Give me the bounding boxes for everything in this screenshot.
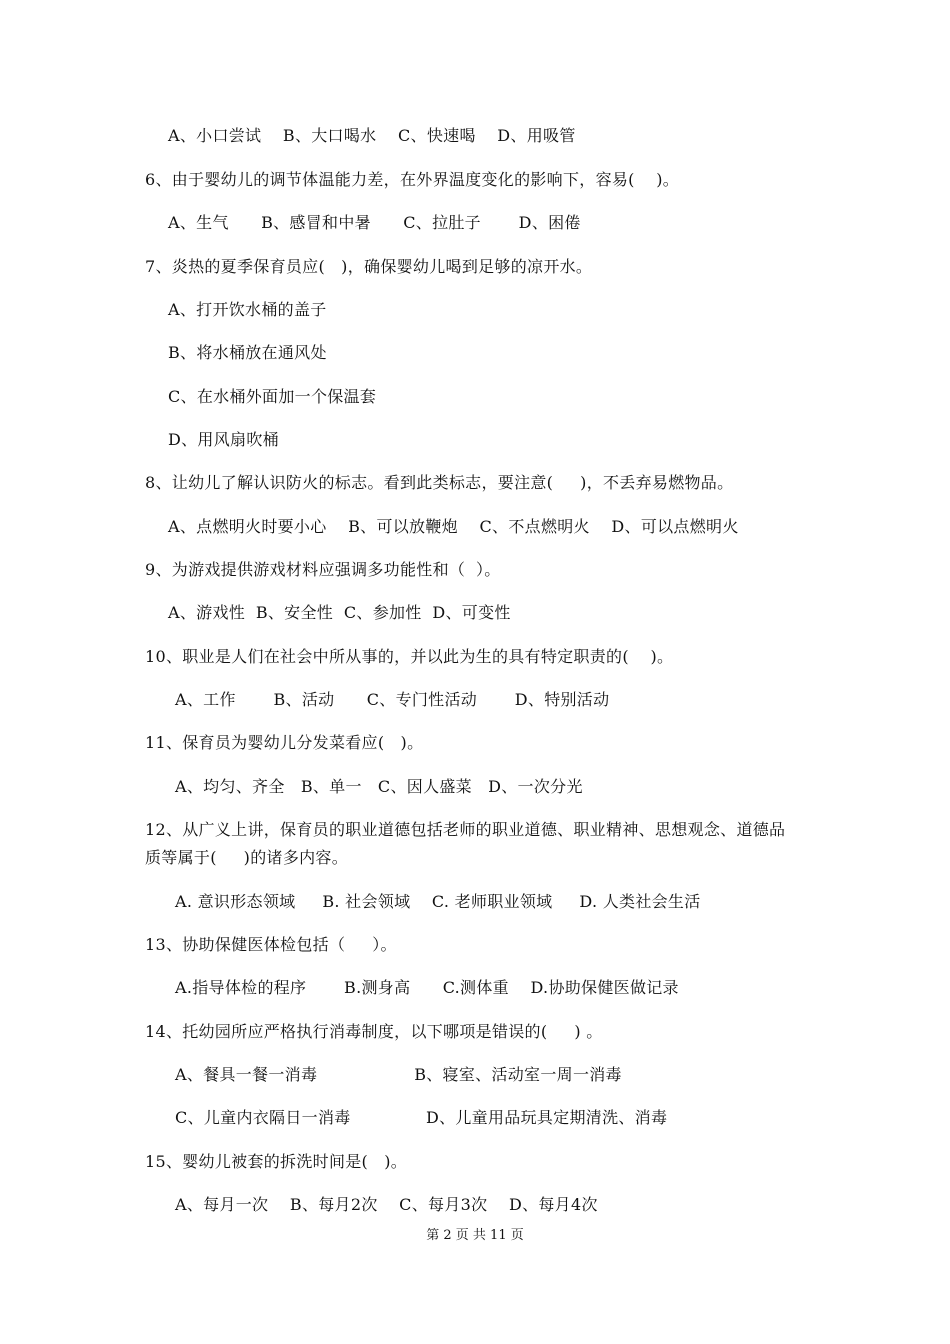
- q12-options: A. 意识形态领域 B. 社会领域 C. 老师职业领域 D. 人类社会生活: [175, 892, 701, 911]
- q10-stem: 10、职业是人们在社会中所从事的，并以此为生的具有特定职责的( )。: [145, 647, 674, 666]
- q9-stem: 9、为游戏提供游戏材料应强调多功能性和（ ）。: [145, 560, 501, 579]
- q6-options: A、生气 B、感冒和中暑 C、拉肚子 D、困倦: [168, 213, 581, 232]
- q14-options-row1: A、餐具一餐一消毒 B、寝室、活动室一周一消毒: [175, 1065, 622, 1084]
- q15-stem: 15、婴幼儿被套的拆洗时间是( )。: [145, 1152, 408, 1171]
- q8-stem: 8、让幼儿了解认识防火的标志。看到此类标志，要注意( )，不丢弃易燃物品。: [145, 473, 734, 492]
- q14-options-row2: C、儿童内衣隔日一消毒 D、儿童用品玩具定期清洗、消毒: [175, 1108, 668, 1127]
- q7-option-d: D、用风扇吹桶: [168, 430, 279, 449]
- q12-stem-line2: 质等属于( )的诸多内容。: [145, 848, 349, 867]
- q13-options: A.指导体检的程序 B.测身高 C.测体重 D.协助保健医做记录: [175, 978, 679, 997]
- q6-stem: 6、由于婴幼儿的调节体温能力差，在外界温度变化的影响下，容易( )。: [145, 170, 680, 189]
- q7-option-c: C、在水桶外面加一个保温套: [168, 387, 377, 406]
- q11-stem: 11、保育员为婴幼儿分发菜看应( )。: [145, 733, 424, 752]
- q9-options: A、游戏性 B、安全性 C、参加性 D、可变性: [168, 603, 511, 622]
- q8-options: A、点燃明火时要小心 B、可以放鞭炮 C、不点燃明火 D、可以点燃明火: [168, 517, 739, 536]
- q15-options: A、每月一次 B、每月2次 C、每月3次 D、每月4次: [175, 1195, 598, 1214]
- page-footer: 第 2 页 共 11 页: [426, 1228, 524, 1243]
- q12-stem-line1: 12、从广义上讲，保育员的职业道德包括老师的职业道德、职业精神、思想观念、道德品: [145, 820, 786, 839]
- q14-stem: 14、托幼园所应严格执行消毒制度，以下哪项是错误的( ) 。: [145, 1022, 603, 1041]
- q7-option-a: A、打开饮水桶的盖子: [168, 300, 327, 319]
- q10-options: A、工作 B、活动 C、专门性活动 D、特别活动: [175, 690, 610, 709]
- q11-options: A、均匀、齐全 B、单一 C、因人盛菜 D、一次分光: [175, 777, 583, 796]
- q7-option-b: B、将水桶放在通风处: [168, 343, 327, 362]
- q5-options: A、小口尝试 B、大口喝水 C、快速喝 D、用吸管: [168, 126, 576, 145]
- q13-stem: 13、协助保健医体检包括（ ）。: [145, 935, 397, 954]
- q7-stem: 7、炎热的夏季保育员应( )，确保婴幼儿喝到足够的凉开水。: [145, 257, 593, 276]
